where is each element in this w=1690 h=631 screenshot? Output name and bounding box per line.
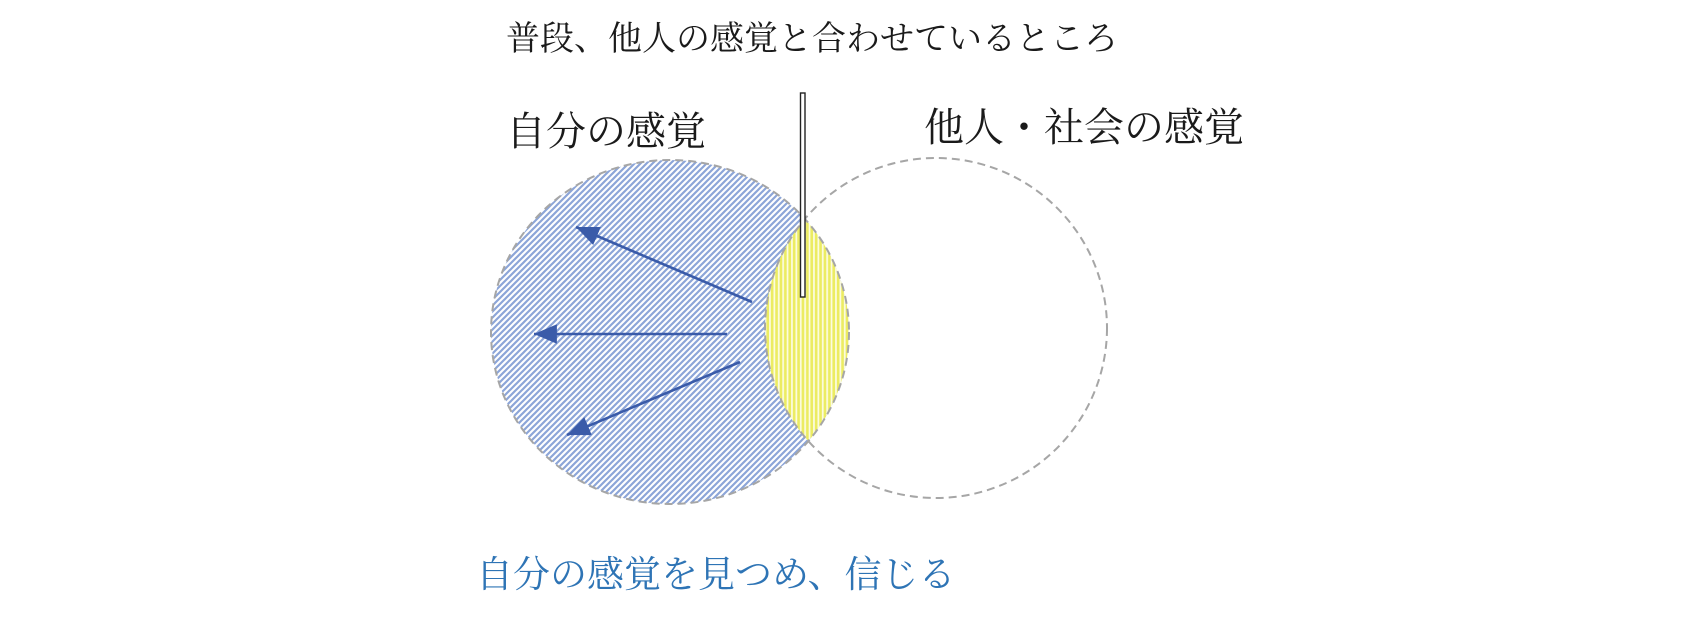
- others-feeling-label: 他人・社会の感覚: [924, 105, 1244, 150]
- overlap-region: [765, 158, 1107, 498]
- diagram-title: 普段、他人の感覚と合わせているところ: [506, 21, 1118, 58]
- callout-line: [801, 93, 806, 297]
- self-feeling-label: 自分の感覚: [506, 109, 706, 154]
- bottom-note: 自分の感覚を見つめ、信じる: [476, 555, 956, 596]
